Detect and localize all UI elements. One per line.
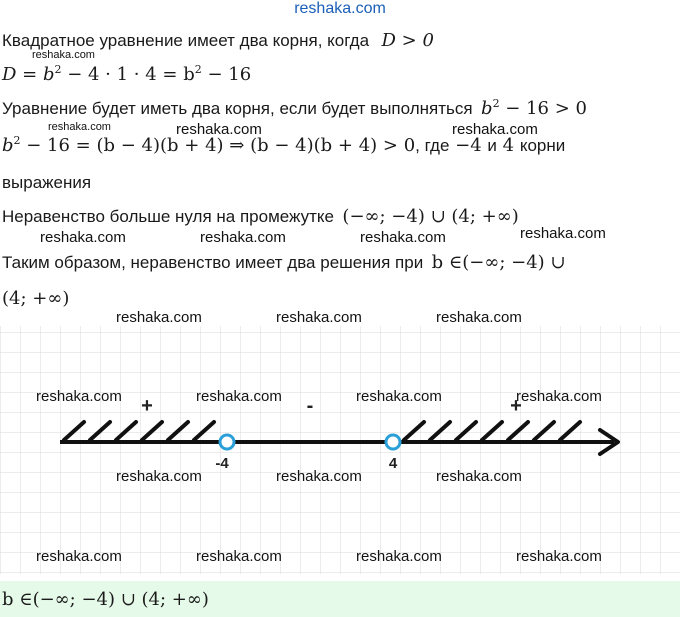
roots-text-continued: выражения	[2, 173, 92, 192]
watermark: reshaka.com	[196, 388, 282, 405]
watermark: reshaka.com	[36, 548, 122, 565]
exponent: 2	[492, 97, 500, 110]
exponent: 2	[54, 63, 62, 76]
requirement-line	[2, 98, 587, 119]
watermark: reshaka.com	[196, 548, 282, 565]
watermark: reshaka.com	[436, 468, 522, 485]
root-point-four	[386, 435, 400, 449]
root-label-four: 4	[388, 455, 398, 472]
watermark: reshaka.com	[520, 225, 606, 242]
interval-text: Неравенство больше нуля на промежутке	[2, 207, 334, 226]
watermark: reshaka.com	[40, 229, 126, 246]
conclusion-text: Таким образом, неравенство имеет два решения при	[2, 253, 424, 272]
exponent: 2	[194, 63, 202, 76]
root-minus-four: −4	[449, 135, 488, 156]
watermark: reshaka.com	[116, 309, 202, 326]
watermark: reshaka.com	[516, 388, 602, 405]
discriminant-formula	[2, 64, 251, 85]
interval-line	[2, 206, 519, 227]
factor-text-a: , где	[415, 136, 450, 155]
condition-line	[2, 30, 434, 51]
watermark: reshaka.com	[360, 229, 446, 246]
answer-math: b ∈(−∞; −4) ∪ (4; +∞)	[2, 589, 209, 610]
discriminant-part-a: D = b	[2, 64, 55, 85]
requirement-math-a: b	[481, 98, 493, 119]
exponent: 2	[13, 134, 21, 147]
watermark: reshaka.com	[32, 49, 95, 61]
watermark: reshaka.com	[516, 548, 602, 565]
watermark: reshaka.com	[276, 468, 362, 485]
root-label-minus-four: -4	[215, 455, 229, 472]
sign-middle: -	[306, 395, 314, 417]
watermark: reshaka.com	[356, 388, 442, 405]
discriminant-part-b: − 4 · 1 · 4 = b	[61, 64, 195, 85]
requirement-text: Уравнение будет иметь два корня, если будет выполняться	[2, 99, 473, 118]
grid-background	[0, 326, 680, 574]
watermark: reshaka.com	[452, 121, 538, 138]
conclusion-math-continued: (4; +∞)	[2, 288, 70, 309]
factorization-line	[2, 135, 565, 156]
watermark: reshaka.com	[48, 121, 111, 133]
interval-math: (−∞; −4) ∪ (4; +∞)	[342, 206, 519, 227]
watermark: reshaka.com	[176, 121, 262, 138]
number-line-diagram	[0, 326, 680, 574]
conclusion-line	[2, 252, 566, 273]
root-point-minus-four	[220, 435, 234, 449]
watermark: reshaka.com	[356, 548, 442, 565]
factor-math-b: − 16 = (b − 4)(b + 4) ⇒ (b − 4)(b + 4) > 0	[20, 135, 416, 156]
requirement-math-b: − 16 > 0	[499, 98, 587, 119]
factor-text-b: и	[487, 136, 497, 155]
watermark: reshaka.com	[436, 309, 522, 326]
factor-math-a: b	[2, 135, 14, 156]
watermark: reshaka.com	[36, 388, 122, 405]
root-four: 4	[496, 135, 520, 156]
discriminant-part-c: − 16	[201, 64, 252, 85]
sign-right: +	[510, 395, 522, 417]
conclusion-math: b ∈(−∞; −4) ∪	[431, 252, 566, 273]
watermark: reshaka.com	[200, 229, 286, 246]
watermark: reshaka.com	[116, 468, 202, 485]
factor-text-c: корни	[519, 136, 566, 155]
site-title[interactable]: reshaka.com	[294, 0, 386, 17]
condition-math: D > 0	[381, 30, 434, 51]
sign-left: +	[141, 395, 153, 417]
watermark: reshaka.com	[276, 309, 362, 326]
condition-text: Квадратное уравнение имеет два корня, когда	[2, 31, 370, 50]
